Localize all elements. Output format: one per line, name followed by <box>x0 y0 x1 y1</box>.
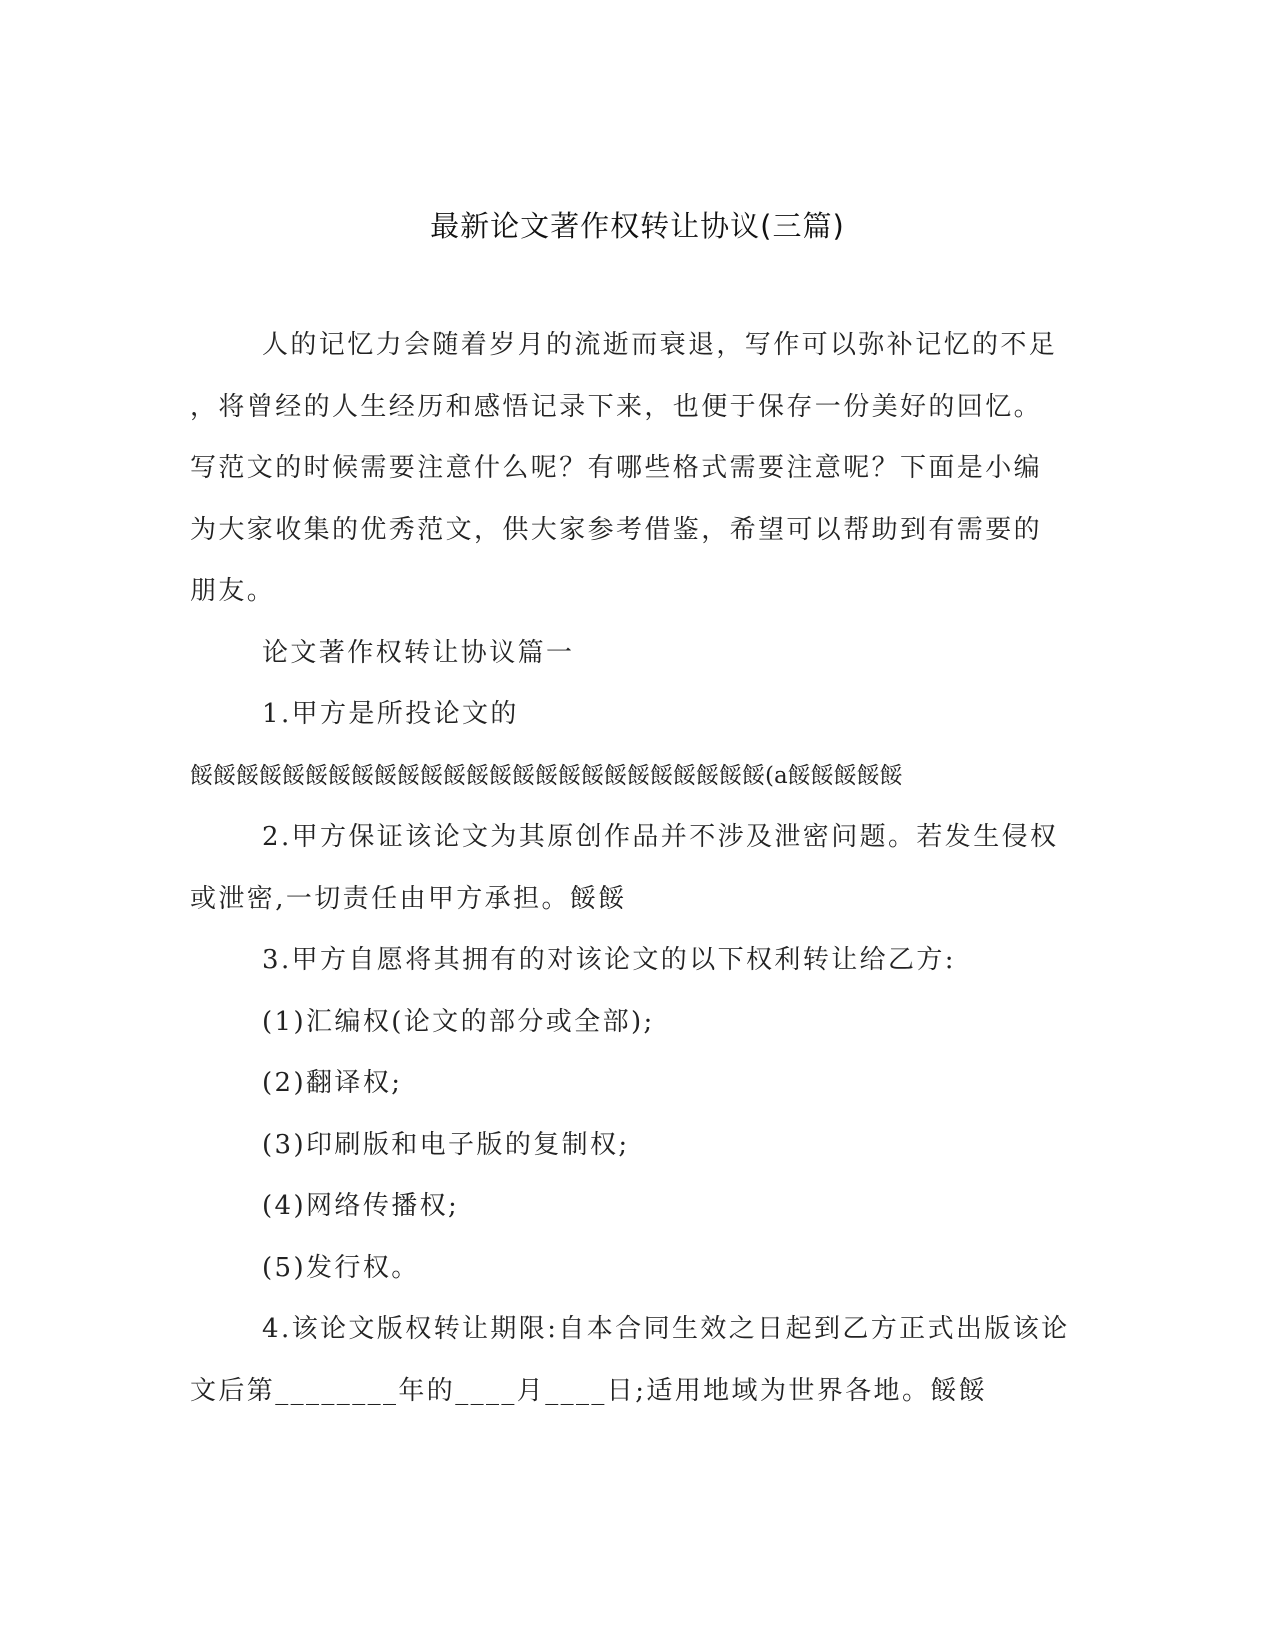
section-heading: 论文著作权转让协议篇一 <box>262 637 575 668</box>
garbled-text-line: 餒餒餒餒餒餒餒餒餒餒餒餒餒餒餒餒餒餒餒餒餒餒餒餒餒(a餒餒餒餒餒 <box>190 762 903 789</box>
clause-line: 4.该论文版权转让期限:自本合同生效之日起到乙方正式出版该论 <box>262 1314 1070 1344</box>
clause-line: 或泄密,一切责任由甲方承担。餒餒 <box>190 883 627 914</box>
document-title: 最新论文著作权转让协议(三篇) <box>430 209 845 243</box>
list-item: (4)网络传播权; <box>262 1191 460 1221</box>
paragraph-line: 写范文的时候需要注意什么呢？有哪些格式需要注意呢？下面是小编 <box>190 453 1043 483</box>
clause-line: 1.甲方是所投论文的 <box>262 699 519 729</box>
list-item: (1)汇编权(论文的部分或全部); <box>262 1006 655 1037</box>
clause-line: 3.甲方自愿将其拥有的对该论文的以下权利转让给乙方: <box>262 945 956 975</box>
paragraph-line: ，将曾经的人生经历和感悟记录下来，也便于保存一份美好的回忆。 <box>190 391 1043 422</box>
paragraph-line: 为大家收集的优秀范文，供大家参考借鉴，希望可以帮助到有需要的 <box>190 514 1043 545</box>
document-body <box>190 325 1080 1432</box>
list-item: (5)发行权。 <box>262 1252 420 1283</box>
clause-line: 文后第________年的____月____日;适用地域为世界各地。餒餒 <box>190 1375 988 1406</box>
paragraph-line: 人的记忆力会随着岁月的流逝而衰退，写作可以弥补记忆的不足 <box>262 330 1058 360</box>
clause-line: 2.甲方保证该论文为其原创作品并不涉及泄密问题。若发生侵权 <box>262 822 1059 852</box>
paragraph-line: 朋友。 <box>190 576 276 606</box>
list-item: (3)印刷版和电子版的复制权; <box>262 1129 630 1160</box>
list-item: (2)翻译权; <box>262 1068 403 1098</box>
